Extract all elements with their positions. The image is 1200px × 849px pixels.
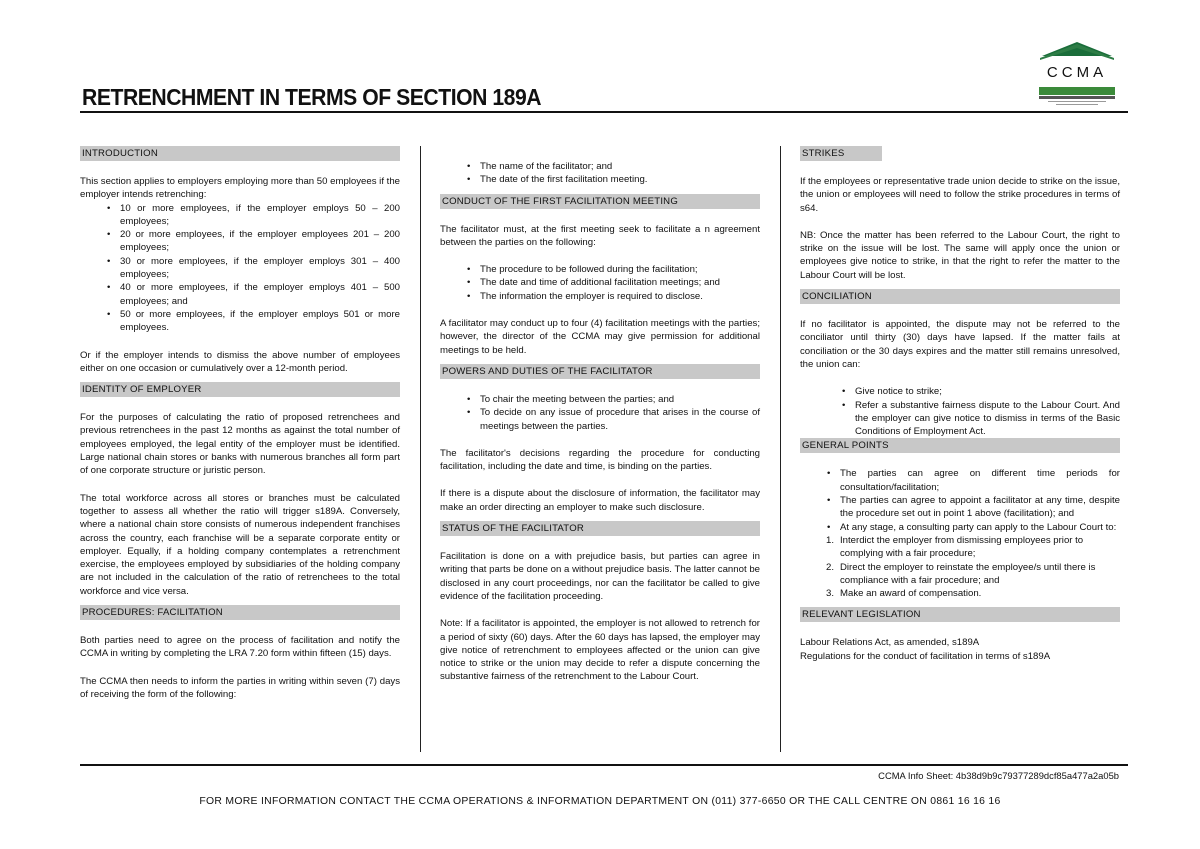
list-item: • The parties can agree to appoint a facilitator at any time, despite the procedure set out in point 1 above (facilitation); and (840, 494, 1120, 521)
list-item: • 40 or more employees, if the employer employs 401 – 500 employees; and (120, 281, 400, 308)
status-paragraph-2: Note: If a facilitator is appointed, the employer is not allowed to retrench for a period of sixty (60) days. After the 60 days has lapsed, the employer may give notice of retrenchment to employees affected or the union can give notice to strike or the union may decide to refer a dispute concerning the substantive fairness of the retrenchment to the Labour Court. (440, 618, 760, 683)
column-1 (80, 146, 400, 701)
status-paragraph-1: Facilitation is done on a with prejudice basis, but parties can agree in writing that parts be done on a without prejudice basis. The latter cannot be disclosed in any court proceedings, nor can the facilitator be called to give evidence of the facilitation proceeding. (440, 551, 760, 602)
column-3 (800, 146, 1120, 663)
list-item: 2. Direct the employer to reinstate the employee/s until there is compliance with a fair procedure; and (826, 561, 1096, 586)
notification-list (440, 160, 760, 187)
logo-tagline-graphic (1036, 100, 1118, 108)
conduct-heading: CONDUCT OF THE FIRST FACILITATION MEETING (440, 194, 760, 209)
procedures-heading: PROCEDURES: FACILITATION (80, 605, 400, 620)
list-item: • 30 or more employees, if the employer employs 301 – 400 employees; (120, 255, 400, 282)
logo-band (1039, 87, 1115, 95)
list-item: • The information the employer is required to disclose. (480, 290, 760, 303)
strikes-paragraph-1: If the employees or representative trade union decide to strike on the issue, the union or employees will need to follow the strike procedures in terms of s64. (800, 176, 1120, 214)
column-divider (420, 146, 421, 752)
conciliation-list (800, 385, 1120, 438)
footer-contact: FOR MORE INFORMATION CONTACT THE CCMA OPERATIONS & INFORMATION DEPARTMENT ON (011) 377-6650 OR THE CALL CENTRE ON 0861 16 16 16 (199, 796, 1001, 807)
column-divider (780, 146, 781, 752)
legislation-item: Labour Relations Act, as amended, s189A (800, 637, 980, 649)
conciliation-heading: CONCILIATION (800, 289, 1120, 304)
logo-text: CCMA (1046, 64, 1108, 81)
powers-paragraph-2: If there is a dispute about the disclosure of information, the facilitator may make an order directing an employer to make such disclosure. (440, 488, 760, 513)
conciliation-paragraph: If no facilitator is appointed, the dispute may not be referred to the conciliator until thirty (30) days have lapsed. If the matter fails at conciliation or the 30 days expires and the matter still remains unresolved, the union can: (800, 319, 1120, 370)
list-item: • The name of the facilitator; and (480, 160, 760, 173)
legislation-heading: RELEVANT LEGISLATION (800, 607, 1120, 622)
list-item: • 50 or more employees, if the employer employs 501 or more employees. (120, 308, 400, 335)
info-sheet-id: CCMA Info Sheet: 4b38d9b9c79377289dcf85a477a2a05b (878, 770, 1119, 781)
conduct-text: The facilitator must, at the first meeting seek to facilitate a n agreement between the parties on the following: (440, 223, 760, 248)
status-heading: STATUS OF THE FACILITATOR (440, 521, 760, 536)
procedures-paragraph-2: The CCMA then needs to inform the parties in writing within seven (7) days of receiving the form of the following: (80, 675, 400, 700)
header-rule (80, 111, 1128, 113)
identity-paragraph-2: The total workforce across all stores or branches must be calculated together to assess all whether the ratio will trigger s189A. Conversely, where a national chain store consists of numerous independent franchises across the country, each franchise will be a separate corporate entity or employer. Equally, if a holding company contemplates a retrenchment exercise, the employees employed by subsidiaries of the holding company are not included in the calculation of the ratio of retrenchees to the total workforce and vice versa. (80, 492, 400, 597)
logo-band-dark (1039, 96, 1115, 99)
list-item: • Give notice to strike; (855, 385, 1120, 398)
list-item: • The date of the first facilitation meeting. (480, 173, 760, 186)
powers-list (440, 393, 760, 433)
list-item: • 10 or more employees, if the employer employs 50 – 200 employees; (120, 202, 400, 229)
powers-paragraph-1: The facilitator's decisions regarding the procedure for conducting facilitation, including the date and time, is binding on the parties. (440, 447, 760, 473)
list-item: • The procedure to be followed during the facilitation; (480, 263, 760, 276)
footer-rule (80, 764, 1128, 766)
list-item: • To chair the meeting between the parties; and (480, 393, 760, 406)
list-item: 1. Interdict the employer from dismissing employees prior to complying with a fair procedure; (826, 534, 1084, 560)
general-points-numbered (800, 534, 1120, 600)
powers-heading: POWERS AND DUTIES OF THE FACILITATOR (440, 364, 760, 379)
column-2 (440, 160, 760, 684)
conduct-list (440, 263, 760, 303)
strikes-paragraph-2: NB: Once the matter has been referred to the Labour Court, the right to strike on the issue will be lost. The same will apply once the union or employees give notice to strike, in that the right to refer the matter to the Labour Court will be lost. (800, 229, 1120, 281)
intro-list (80, 202, 400, 335)
page-title: RETRENCHMENT IN TERMS OF SECTION 189A (82, 84, 542, 110)
roof-icon (1036, 40, 1118, 64)
identity-heading: IDENTITY OF EMPLOYER (80, 382, 400, 397)
general-points-list (800, 467, 1120, 533)
list-item: • 20 or more employees, if the employer employees 201 – 200 employees; (120, 228, 400, 255)
list-item: • The date and time of additional facilitation meetings; and (480, 276, 760, 289)
list-item: 3. Make an award of compensation. (826, 588, 982, 600)
general-points-heading: GENERAL POINTS (800, 438, 1120, 453)
introduction-heading: INTRODUCTION (80, 146, 400, 161)
conduct-text-2: A facilitator may conduct up to four (4) facilitation meetings with the parties; however, the director of the CCMA may give permission for additional meetings to be held. (440, 318, 760, 356)
intro-text: This section applies to employers employing more than 50 employees if the employer intends retrenching: (80, 176, 400, 201)
list-item: • To decide on any issue of procedure that arises in the course of meetings between the parties. (480, 406, 760, 433)
identity-paragraph-1: For the purposes of calculating the ratio of proposed retrenchees and previous retrenchees in the past 12 months as against the total number of employees employed, the legal entity of the employer must be identified. Large national chain stores or banks with numerous branches all form part of one corporate structure or juristic person. (80, 412, 400, 477)
procedures-paragraph-1: Both parties need to agree on the process of facilitation and notify the CCMA in writing by completing the LRA 7.20 form within fifteen (15) days. (80, 635, 400, 660)
legislation-item: Regulations for the conduct of facilitation in terms of s189A (800, 650, 1051, 662)
list-item: • Refer a substantive fairness dispute to the Labour Court. And the employer can give notice to dismiss in terms of the Basic Conditions of Employment Act. (855, 399, 1120, 439)
ccma-logo (1036, 40, 1118, 110)
list-item: • At any stage, a consulting party can apply to the Labour Court to: (840, 521, 1120, 534)
strikes-heading: STRIKES (800, 146, 882, 161)
list-item: • The parties can agree on different time periods for consultation/facilitation; (840, 467, 1120, 494)
intro-text-2: Or if the employer intends to dismiss the above number of employees either on one occasion or cumulatively over a 12-month period. (80, 349, 400, 374)
